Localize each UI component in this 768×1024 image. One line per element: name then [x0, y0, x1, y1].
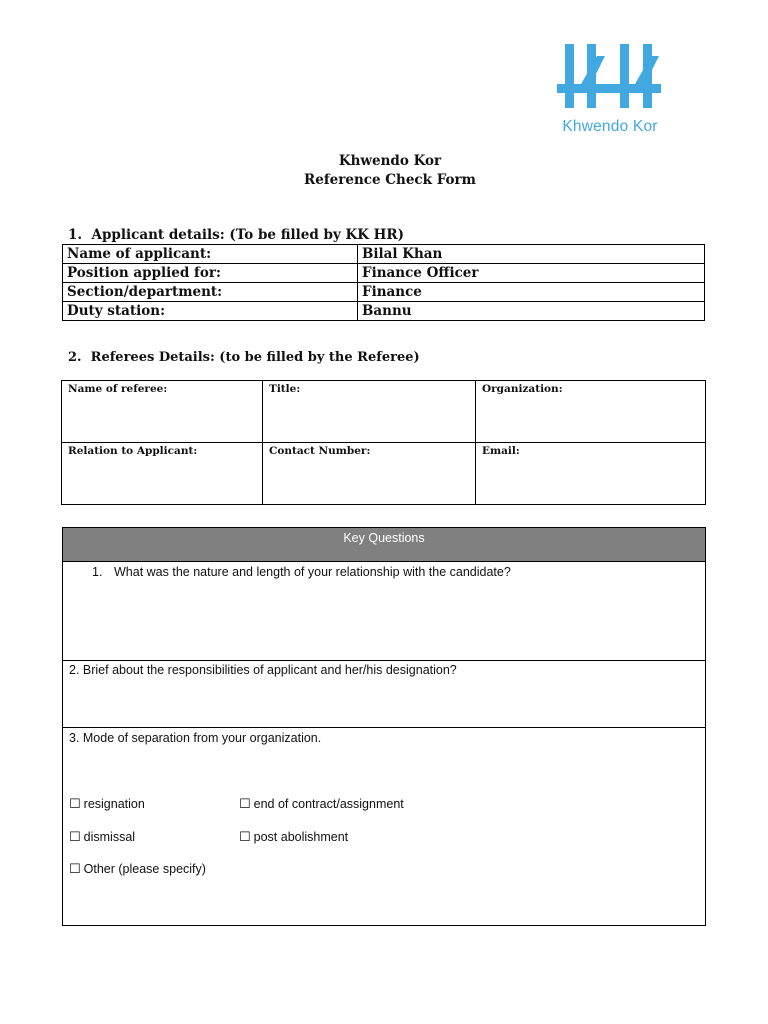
- section-1-title: Applicant details: (To be filled by KK HR): [91, 227, 405, 243]
- referee-contact-field[interactable]: Contact Number:: [263, 443, 476, 505]
- option-post-abolishment-label: post abolishment: [253, 830, 349, 844]
- applicant-details-table: [62, 244, 705, 321]
- org-title: Khwendo Kor: [338, 153, 442, 169]
- table-row: [63, 264, 705, 283]
- referee-name-field[interactable]: Name of referee:: [62, 381, 263, 443]
- checkbox-icon[interactable]: ☐: [69, 829, 81, 844]
- referee-title-field[interactable]: Title:: [263, 381, 476, 443]
- option-end-of-contract-label: end of contract/assignment: [253, 797, 404, 811]
- department-label: Section/department:: [63, 283, 358, 302]
- checkbox-icon[interactable]: ☐: [239, 829, 251, 844]
- question-2-text: 2. Brief about the responsibilities of applicant and her/his designation?: [69, 663, 457, 677]
- kk-logo-icon: [557, 44, 663, 116]
- referee-details-table: [61, 380, 706, 505]
- question-2-cell[interactable]: [63, 661, 705, 728]
- option-end-of-contract[interactable]: [239, 796, 404, 812]
- question-1-text: What was the nature and length of your relationship with the candidate?: [114, 565, 511, 579]
- section-1-heading: [68, 227, 404, 243]
- table-row: [63, 245, 705, 264]
- key-questions-header: Key Questions: [63, 528, 705, 562]
- table-row: [62, 443, 706, 505]
- position-label: Position applied for:: [63, 264, 358, 283]
- section-2-heading: [68, 350, 420, 365]
- question-1-cell[interactable]: [63, 562, 705, 661]
- duty-station-label: Duty station:: [63, 302, 358, 321]
- applicant-name-label: Name of applicant:: [63, 245, 358, 264]
- khwendo-kor-logo: [545, 40, 675, 140]
- question-1-number: 1.: [92, 565, 103, 579]
- question-3-text: 3. Mode of separation from your organization.: [69, 731, 322, 745]
- referee-relation-field[interactable]: Relation to Applicant:: [62, 443, 263, 505]
- option-post-abolishment[interactable]: [239, 829, 348, 845]
- table-row: [63, 283, 705, 302]
- option-resignation-label: resignation: [83, 797, 145, 811]
- question-3-cell: [63, 728, 705, 925]
- option-resignation[interactable]: [69, 796, 145, 812]
- checkbox-icon[interactable]: ☐: [69, 861, 81, 876]
- logo-wordmark: Khwendo Kor: [562, 118, 658, 135]
- option-other-label: Other (please specify): [83, 862, 206, 876]
- option-dismissal-label: dismissal: [83, 830, 136, 844]
- department-value: Finance: [358, 283, 705, 302]
- checkbox-icon[interactable]: ☐: [69, 796, 81, 811]
- option-dismissal[interactable]: [69, 829, 135, 845]
- position-value: Finance Officer: [358, 264, 705, 283]
- section-1-number: 1.: [68, 227, 83, 243]
- referee-email-field[interactable]: Email:: [476, 443, 706, 505]
- form-title: Reference Check Form: [304, 172, 476, 188]
- table-row: [63, 302, 705, 321]
- option-other[interactable]: [69, 861, 206, 877]
- applicant-name-value: Bilal Khan: [358, 245, 705, 264]
- duty-station-value: Bannu: [358, 302, 705, 321]
- key-questions-table: [62, 527, 706, 926]
- referee-organization-field[interactable]: Organization:: [476, 381, 706, 443]
- section-2-number: 2.: [68, 350, 82, 365]
- table-row: [62, 381, 706, 443]
- checkbox-icon[interactable]: ☐: [239, 796, 251, 811]
- section-2-title: Referees Details: (to be filled by the Referee): [90, 350, 420, 365]
